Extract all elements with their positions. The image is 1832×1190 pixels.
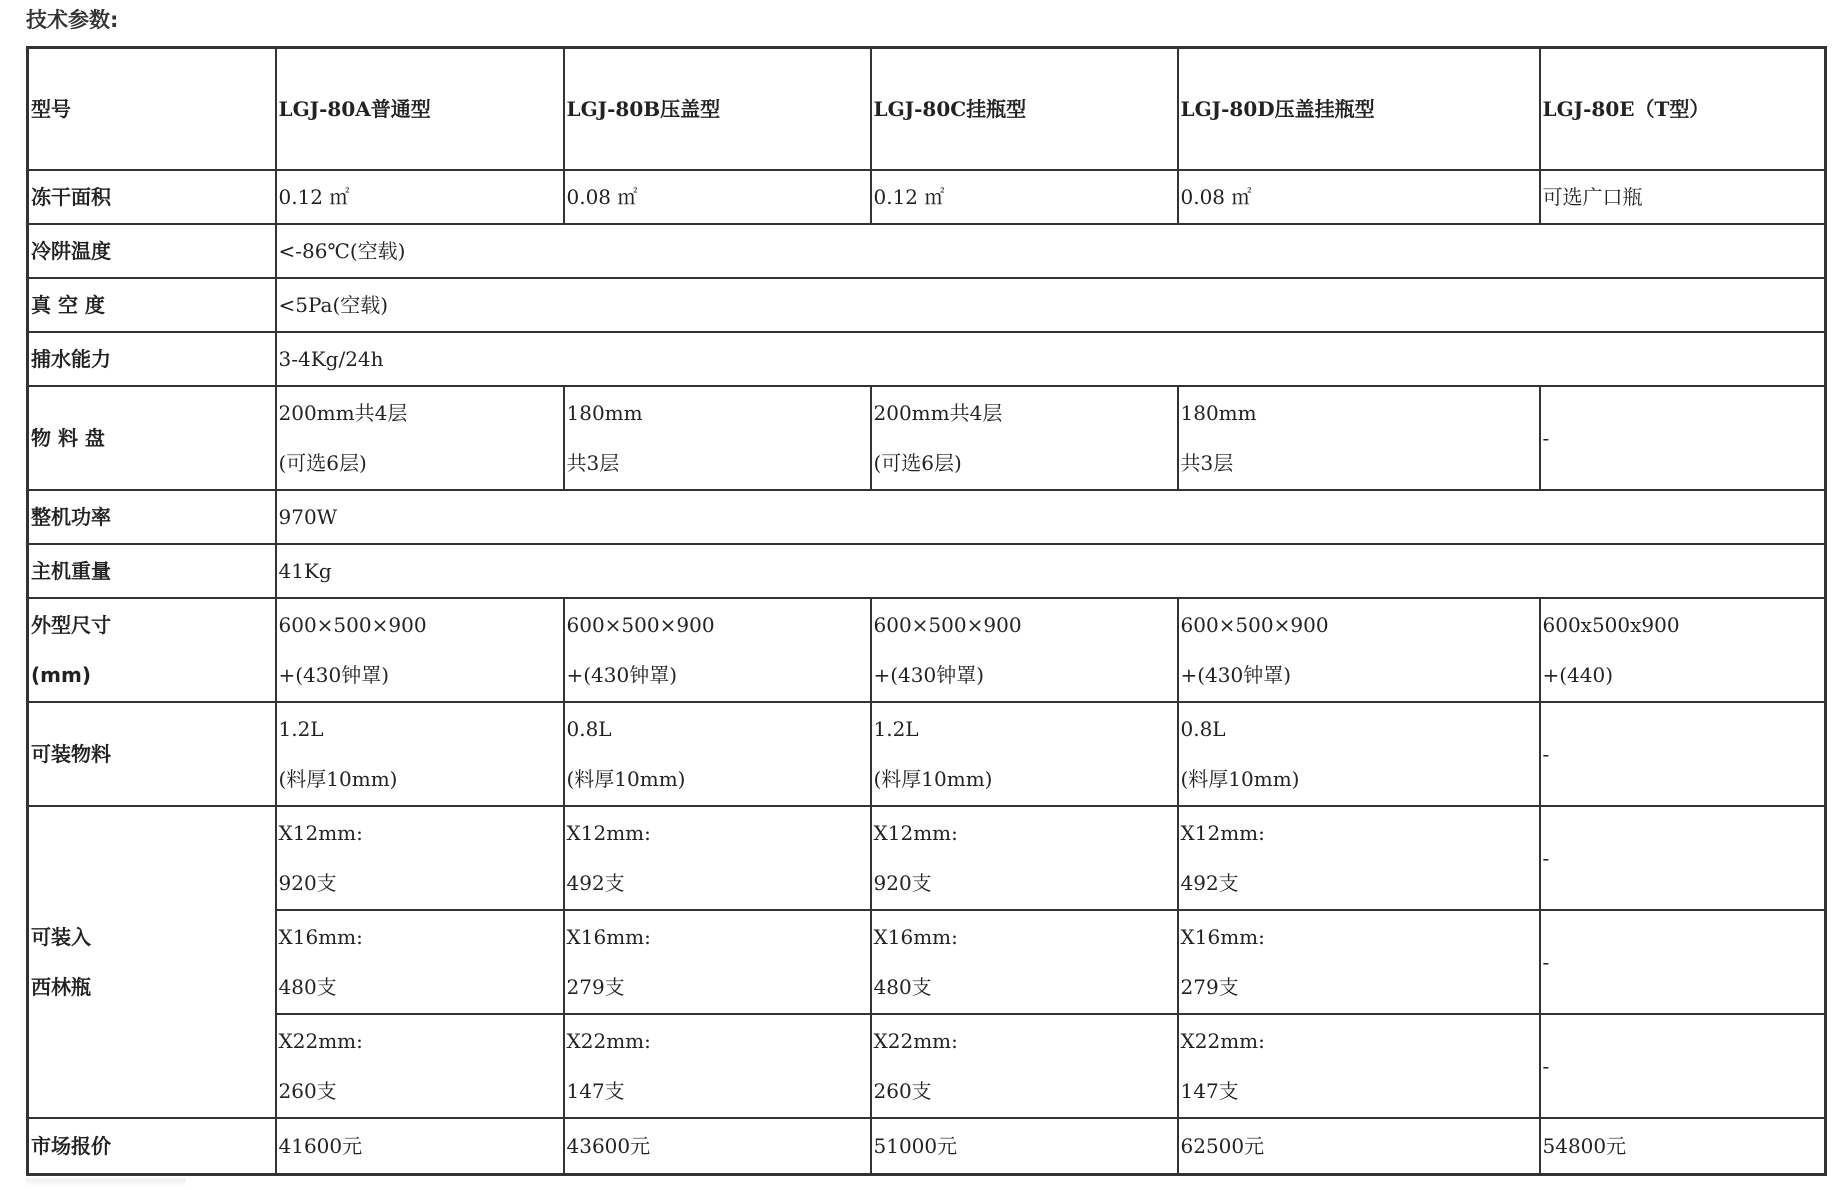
label-tray: 物 料 盘 [28, 386, 276, 490]
size-c-line2: +(430钟罩) [873, 662, 985, 687]
price-b: 43600元 [564, 1118, 871, 1174]
label-size-line1: 外型尺寸 [31, 612, 111, 637]
vials22-d-line1: X22mm: [1180, 1029, 1265, 1054]
tray-b [564, 386, 871, 490]
area-d: 0.08 ㎡ [1178, 170, 1540, 224]
size-e-line2: +(440) [1542, 662, 1614, 687]
vials22-a-line2: 260支 [278, 1079, 337, 1104]
vials22-c [871, 1014, 1178, 1118]
section-heading: 技术参数: [26, 8, 119, 32]
label-capacity: 可装物料 [28, 702, 276, 806]
vials16-c [871, 910, 1178, 1014]
area-b: 0.08 ㎡ [564, 170, 871, 224]
vials16-b-line1: X16mm: [566, 925, 651, 950]
capacity-b-line1: 0.8L [566, 717, 612, 742]
model-b: LGJ-80B压盖型 [564, 48, 871, 170]
vials22-c-line1: X22mm: [873, 1029, 958, 1054]
size-e-line1: 600x500x900 [1542, 612, 1680, 637]
capacity-d-line1: 0.8L [1180, 717, 1226, 742]
label-area: 冻干面积 [28, 170, 276, 224]
capacity-d [1178, 702, 1540, 806]
area-a: 0.12 ㎡ [276, 170, 564, 224]
label-weight: 主机重量 [28, 544, 276, 598]
vials12-d-line2: 492支 [1180, 871, 1239, 896]
vials16-a-line2: 480支 [278, 975, 337, 1000]
model-c: LGJ-80C挂瓶型 [871, 48, 1178, 170]
area-e: 可选广口瓶 [1540, 170, 1826, 224]
vials12-a-line2: 920支 [278, 871, 337, 896]
row-tray [28, 386, 1826, 490]
tray-b-line1: 180mm [566, 400, 643, 425]
row-capacity [28, 702, 1826, 806]
tray-a-line2: (可选6层) [278, 450, 367, 475]
capacity-b-line2: (料厚10mm) [566, 767, 686, 792]
capacity-a-line1: 1.2L [278, 717, 324, 742]
row-cold-temp [28, 224, 1826, 278]
row-model [28, 48, 1826, 170]
label-power: 整机功率 [28, 490, 276, 544]
vials12-b [564, 806, 871, 910]
size-b [564, 598, 871, 702]
row-vials-22 [28, 1014, 1826, 1118]
vials22-e: - [1540, 1014, 1826, 1118]
power-value: 970W [276, 490, 1826, 544]
tray-c-line1: 200mm共4层 [873, 400, 1003, 425]
vials22-b-line1: X22mm: [566, 1029, 651, 1054]
vials16-b-line2: 279支 [566, 975, 625, 1000]
tray-e: - [1540, 386, 1826, 490]
vials12-a-line1: X12mm: [278, 821, 363, 846]
row-area [28, 170, 1826, 224]
size-c-line1: 600×500×900 [873, 612, 1022, 637]
capacity-c-line1: 1.2L [873, 717, 919, 742]
row-weight [28, 544, 1826, 598]
tray-c-line2: (可选6层) [873, 450, 962, 475]
size-c [871, 598, 1178, 702]
model-d: LGJ-80D压盖挂瓶型 [1178, 48, 1540, 170]
label-price: 市场报价 [28, 1118, 276, 1174]
vials12-c-line2: 920支 [873, 871, 932, 896]
row-price [28, 1118, 1826, 1174]
vials12-a [276, 806, 564, 910]
price-e: 54800元 [1540, 1118, 1826, 1174]
cold-temp-value: <-86℃(空载) [276, 224, 1826, 278]
tray-a [276, 386, 564, 490]
vials22-b-line2: 147支 [566, 1079, 625, 1104]
capacity-a-line2: (料厚10mm) [278, 767, 398, 792]
capacity-a [276, 702, 564, 806]
vials12-c-line1: X12mm: [873, 821, 958, 846]
tray-d [1178, 386, 1540, 490]
vials22-d-line2: 147支 [1180, 1079, 1239, 1104]
label-capture: 捕水能力 [28, 332, 276, 386]
row-vials-12 [28, 806, 1826, 910]
vials12-b-line1: X12mm: [566, 821, 651, 846]
vials12-d-line1: X12mm: [1180, 821, 1265, 846]
vials16-c-line2: 480支 [873, 975, 932, 1000]
capacity-d-line2: (料厚10mm) [1180, 767, 1300, 792]
vials16-d [1178, 910, 1540, 1014]
vials16-e: - [1540, 910, 1826, 1014]
size-b-line1: 600×500×900 [566, 612, 715, 637]
model-e: LGJ-80E（T型） [1540, 48, 1826, 170]
vials12-e: - [1540, 806, 1826, 910]
capacity-c [871, 702, 1178, 806]
vials22-a [276, 1014, 564, 1118]
tray-d-line2: 共3层 [1180, 450, 1234, 475]
size-d [1178, 598, 1540, 702]
label-size [28, 598, 276, 702]
spec-table [26, 46, 1827, 1176]
label-cold-temp: 冷阱温度 [28, 224, 276, 278]
size-d-line2: +(430钟罩) [1180, 662, 1292, 687]
price-c: 51000元 [871, 1118, 1178, 1174]
capacity-e: - [1540, 702, 1826, 806]
size-b-line2: +(430钟罩) [566, 662, 678, 687]
row-power [28, 490, 1826, 544]
size-e [1540, 598, 1826, 702]
size-a [276, 598, 564, 702]
capacity-b [564, 702, 871, 806]
weight-value: 41Kg [276, 544, 1826, 598]
row-vials-16 [28, 910, 1826, 1014]
vials16-d-line2: 279支 [1180, 975, 1239, 1000]
capture-value: 3-4Kg/24h [276, 332, 1826, 386]
tray-a-line1: 200mm共4层 [278, 400, 408, 425]
row-vacuum [28, 278, 1826, 332]
size-a-line2: +(430钟罩) [278, 662, 390, 687]
vials22-d [1178, 1014, 1540, 1118]
vials12-d [1178, 806, 1540, 910]
model-a: LGJ-80A普通型 [276, 48, 564, 170]
vials22-c-line2: 260支 [873, 1079, 932, 1104]
label-vials-line1: 可装入 [31, 925, 91, 950]
label-vials [28, 806, 276, 1118]
vials22-a-line1: X22mm: [278, 1029, 363, 1054]
price-a: 41600元 [276, 1118, 564, 1174]
size-a-line1: 600×500×900 [278, 612, 427, 637]
capacity-c-line2: (料厚10mm) [873, 767, 993, 792]
vials16-c-line1: X16mm: [873, 925, 958, 950]
tray-d-line1: 180mm [1180, 400, 1257, 425]
vials16-b [564, 910, 871, 1014]
label-vials-line2: 西林瓶 [31, 975, 91, 1000]
vials16-d-line1: X16mm: [1180, 925, 1265, 950]
vials12-b-line2: 492支 [566, 871, 625, 896]
size-d-line1: 600×500×900 [1180, 612, 1329, 637]
label-size-line2: (mm) [31, 662, 91, 687]
row-size [28, 598, 1826, 702]
tray-b-line2: 共3层 [566, 450, 620, 475]
label-model: 型号 [28, 48, 276, 170]
vacuum-value: <5Pa(空载) [276, 278, 1826, 332]
vials16-a-line1: X16mm: [278, 925, 363, 950]
row-capture [28, 332, 1826, 386]
price-d: 62500元 [1178, 1118, 1540, 1174]
footer-edge [26, 1178, 186, 1188]
area-c: 0.12 ㎡ [871, 170, 1178, 224]
tray-c [871, 386, 1178, 490]
vials16-a [276, 910, 564, 1014]
label-vacuum: 真 空 度 [28, 278, 276, 332]
vials12-c [871, 806, 1178, 910]
vials22-b [564, 1014, 871, 1118]
